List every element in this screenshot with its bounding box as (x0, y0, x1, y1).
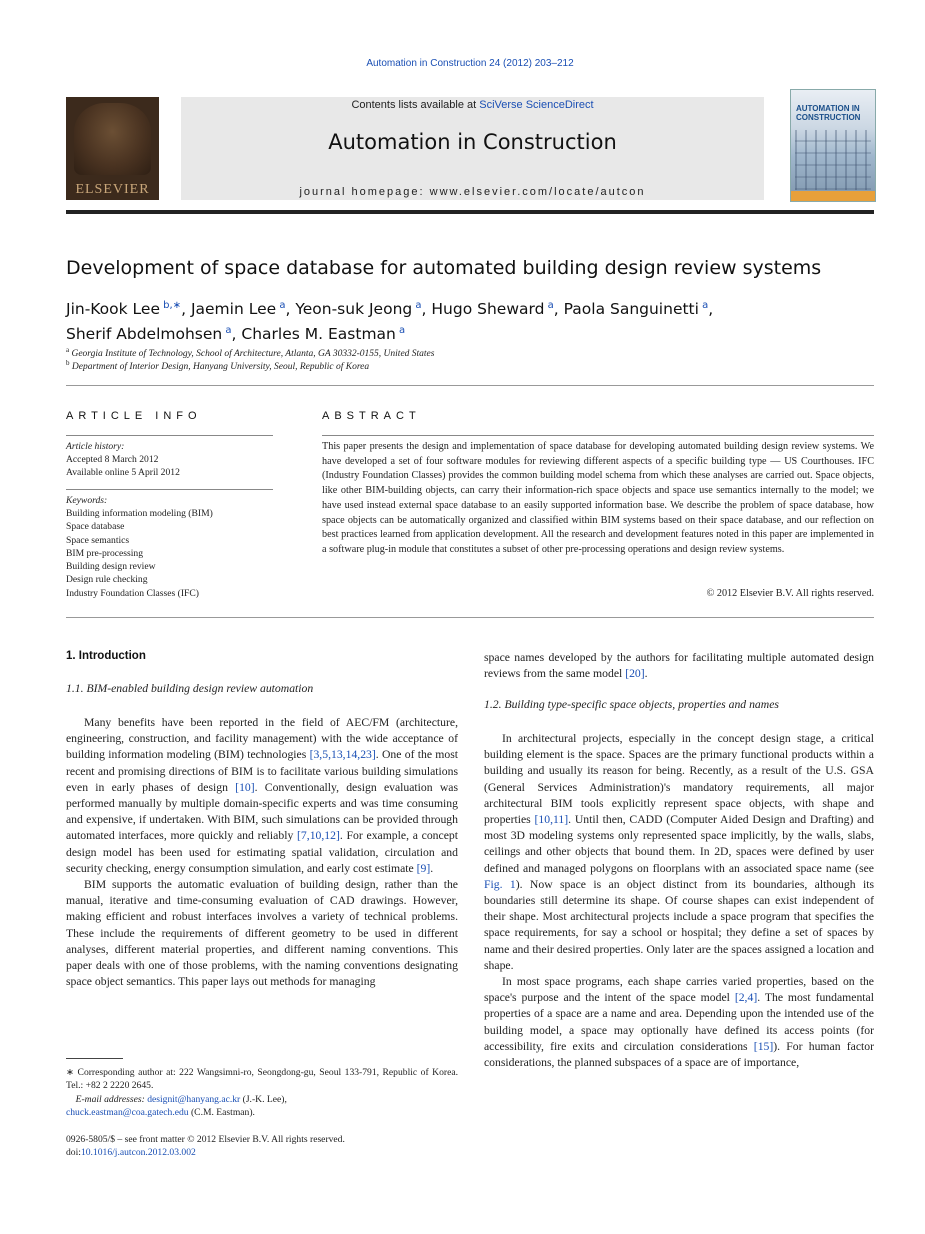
divider (66, 617, 874, 618)
citation-link[interactable]: [2,4] (734, 991, 758, 1005)
author-name: Hugo Sheward (431, 300, 545, 319)
abstract-text: This paper presents the design and implementation of space database for developing automated building design review systems. We have developed a set of four software modules for reviewing different aspects of a specific building type — US Courthouses. IFC (Industry Foundation Classes) provides the common building model schema from which these analyses are carried out. Space objects, like other BIM-building objects, can carry their information-rich space objects and space use semantics internally to the model; we have used instead external space database to an easily supported information base. We describe the problem of space database, how space objects can be automatically organized and classified within BIM systems based on their space database, and our reflection on best practices learned from application development. All the research and development features noted in this paper are implemented in a software plug-in module that constitutes a subset of other pre-processing operations and design review systems. (322, 441, 874, 555)
citation-link[interactable]: [9] (416, 861, 431, 875)
author-name: Charles M. Eastman (241, 325, 396, 344)
affiliation-a: $^a$ Georgia Institute of Technology, School of Architecture, Atlanta, GA 30332-0155, United States (66, 346, 435, 360)
text-segment: . One of the most recent and promising directions of BIM is to facilitate various building simulations even in early phases of design (66, 748, 458, 794)
citation-link[interactable]: [10,11] (534, 813, 569, 827)
cover-image (795, 130, 871, 190)
keyword-item: Building information modeling (BIM) (66, 508, 213, 519)
text-segment: space names developed by the authors for facilitating multiple automated design reviews from the same model (484, 651, 874, 681)
email-line (66, 1093, 458, 1120)
tree-emblem-icon (74, 103, 151, 175)
subsection-heading: 1.1. BIM-enabled building design review automation (66, 682, 314, 695)
text-segment: In most space programs, each shape carries varied properties, based on the space's purpose and the intent of the space model (484, 975, 874, 1005)
author-separator: , (231, 325, 242, 344)
contents-prefix: Contents lists available at (351, 99, 480, 111)
author-separator: , (421, 300, 432, 319)
author-affiliation-mark[interactable]: b,∗ (160, 300, 182, 311)
sciencedirect-link[interactable]: SciVerse ScienceDirect (479, 99, 594, 111)
footnote (66, 1066, 458, 1119)
keyword-item: Industry Foundation Classes (IFC) (66, 587, 199, 599)
email-label: E-mail addresses: (75, 1093, 145, 1105)
issn-line: 0926-5805/$ – see front matter © 2012 Elsevier B.V. All rights reserved. (66, 1134, 345, 1145)
keyword-item: BIM pre-processing (66, 547, 143, 559)
article-info-heading: ARTICLE INFO (66, 410, 202, 422)
text-segment: . (644, 667, 648, 681)
email-owner: (J.-K. Lee), (240, 1093, 287, 1105)
journal-homepage[interactable]: journal homepage: www.elsevier.com/locate/autcon (299, 186, 646, 198)
cover-band (791, 191, 875, 201)
doi-line: doi:10.1016/j.autcon.2012.03.002 (66, 1147, 196, 1159)
keyword-item: Design rule checking (66, 574, 148, 586)
author-separator: , (553, 300, 564, 319)
citation-link[interactable]: [7,10,12] (297, 829, 340, 843)
text-segment: Many benefits have been reported in the field of AEC/FM (architecture, engineering, construction, and facility management) with the wide acceptance of building information modeling (BIM) technologies (66, 716, 458, 762)
text-segment: ). Now space is an object distinct from its boundaries, although its boundaries still determine its shape. Of course shapes can exist independent of their shape. Most architectural projects include a space program that specifies the space requirements, for say a school or hospital; they define a set of spaces by name and their desired properties. Only later are the spaces assigned a location and shape. (484, 877, 874, 972)
author-affiliation-mark[interactable]: a (222, 325, 232, 337)
section-heading: 1. Introduction (66, 650, 146, 662)
keyword-item: Building design review (66, 561, 156, 573)
author-affiliation-mark[interactable]: a (412, 300, 422, 311)
contents-line (181, 99, 764, 111)
email-link[interactable]: chuck.eastman@coa.gatech.edu (66, 1106, 189, 1118)
citation-link[interactable]: [10] (235, 780, 255, 794)
keyword-item: Space semantics (66, 534, 130, 546)
author-name: Jin-Kook Lee (66, 300, 160, 319)
left-column (66, 715, 458, 990)
text-segment: ). For human factor considerations, the planned subspaces of a space are of importance, (484, 1039, 874, 1070)
paragraph (66, 715, 458, 877)
text-segment: . Until then, CADD (Computer Aided Design and Drafting) and most 3D modeling systems only represented space implicitly, by the walls, slabs, ceilings and other objects that bound them. In 2D, spaces were defined by user defined and managed polygons on floorplans with an associated space name (see (484, 813, 874, 875)
author-separator: , (708, 300, 714, 319)
footnote-divider (66, 1058, 123, 1059)
paragraph (484, 974, 874, 1071)
history-online: Available online 5 April 2012 (66, 467, 180, 478)
keywords-label: Keywords: (66, 495, 108, 506)
text-segment: In architectural projects, especially in the concept design stage, a critical building element is the space. Spaces are the primary functional products within a building and usually its reason for being. Recently, as a result of the U.S. GSA (General Services Administration)'s mandatory requirements, all major architectural BIM tools explicitly represent space objects, with shape and properties (484, 732, 874, 827)
author-name: Jaemin Lee (190, 300, 277, 319)
journal-cover-thumbnail[interactable] (790, 89, 876, 202)
header-divider (66, 210, 874, 214)
text-segment: . Conventionally, design evaluation was performed manually by multiple domain-specific experts and was time consuming and expensive, if undertaken. With BIM, such simulations can be provided through automated interfaces, more quickly and reliably (66, 780, 458, 843)
paragraph: BIM supports the automatic evaluation of building design, rather than the manual, iterative and time-consuming evaluation of CAD drawings. However, making efficient and robust interfaces involves a variety of technical problems. These include the requirements of different geometry to be used in different analyses, different material properties, and different naming conventions. This paper deals with one of those problems, with the naming conventions designating space object semantics. This paper lays out methods for managing (66, 878, 458, 989)
author-affiliation-mark[interactable]: a (276, 300, 286, 311)
author-list (66, 295, 886, 345)
article-title: Development of space database for automated building design review systems (66, 257, 822, 279)
author-separator: , (285, 300, 296, 319)
citation-link[interactable]: [15] (753, 1039, 774, 1053)
author-separator: , (181, 300, 191, 319)
text-segment: . For example, a concept design model has been used for estimating spatial validation, circulation and security checking, energy consumption simulation, and early cost estimate (66, 829, 458, 875)
divider (66, 489, 273, 490)
cover-title: AUTOMATION IN CONSTRUCTION (796, 104, 861, 122)
divider (322, 435, 874, 436)
front-matter (66, 1133, 345, 1160)
author-name: Paola Sanguinetti (563, 300, 699, 319)
author-affiliation-mark[interactable]: a (544, 300, 554, 311)
corresponding-author-note: ∗ Corresponding author at: 222 Wangsimni-ro, Seongdong-gu, Seoul 133-791, Republic of Korea. Tel.: +82 2 2220 2645. (66, 1067, 458, 1092)
publisher-logo-text: ELSEVIER (75, 182, 150, 197)
text-segment: . (430, 861, 434, 875)
paragraph (484, 650, 874, 682)
citation-link[interactable]: [3,5,13,14,23] (309, 748, 376, 762)
paragraph (484, 731, 874, 974)
divider (66, 435, 273, 436)
right-column-top (484, 650, 874, 682)
citation-link[interactable]: Fig. 1 (484, 877, 516, 891)
keywords-list (66, 507, 273, 600)
divider (66, 385, 874, 386)
elsevier-logo[interactable] (66, 97, 159, 200)
email-owner: (C.M. Eastman). (188, 1106, 255, 1118)
text-segment: . The most fundamental properties of a space are a name and area. Depending upon the intended use of the building model, a space may optionally have defined its access points (for accessibility, fire exits and circulation considerations (484, 991, 874, 1053)
history-accepted: Accepted 8 March 2012 (66, 454, 159, 465)
subsection-heading: 1.2. Building type-specific space objects, properties and names (484, 698, 779, 711)
author-name: Yeon-suk Jeong (295, 300, 413, 319)
copyright-notice: © 2012 Elsevier B.V. All rights reserved. (706, 588, 874, 599)
citation-link[interactable]: [20] (625, 667, 645, 681)
abstract-heading: ABSTRACT (322, 410, 421, 422)
email-link[interactable]: designit@hanyang.ac.kr (147, 1093, 241, 1105)
journal-title: Automation in Construction (328, 130, 617, 154)
journal-reference-link[interactable]: Automation in Construction 24 (2012) 203–212 (366, 58, 574, 69)
right-column (484, 731, 874, 1071)
author-name: Sherif Abdelmohsen (66, 325, 223, 344)
author-affiliation-mark[interactable]: a (395, 325, 406, 337)
affiliation-b: $^b$ Department of Interior Design, Hanyang University, Seoul, Republic of Korea (66, 359, 370, 373)
author-affiliation-mark[interactable]: a (698, 300, 709, 311)
history-label: Article history: (66, 441, 125, 452)
keyword-item: Space database (66, 521, 125, 533)
doi-link[interactable]: 10.1016/j.autcon.2012.03.002 (80, 1147, 196, 1159)
